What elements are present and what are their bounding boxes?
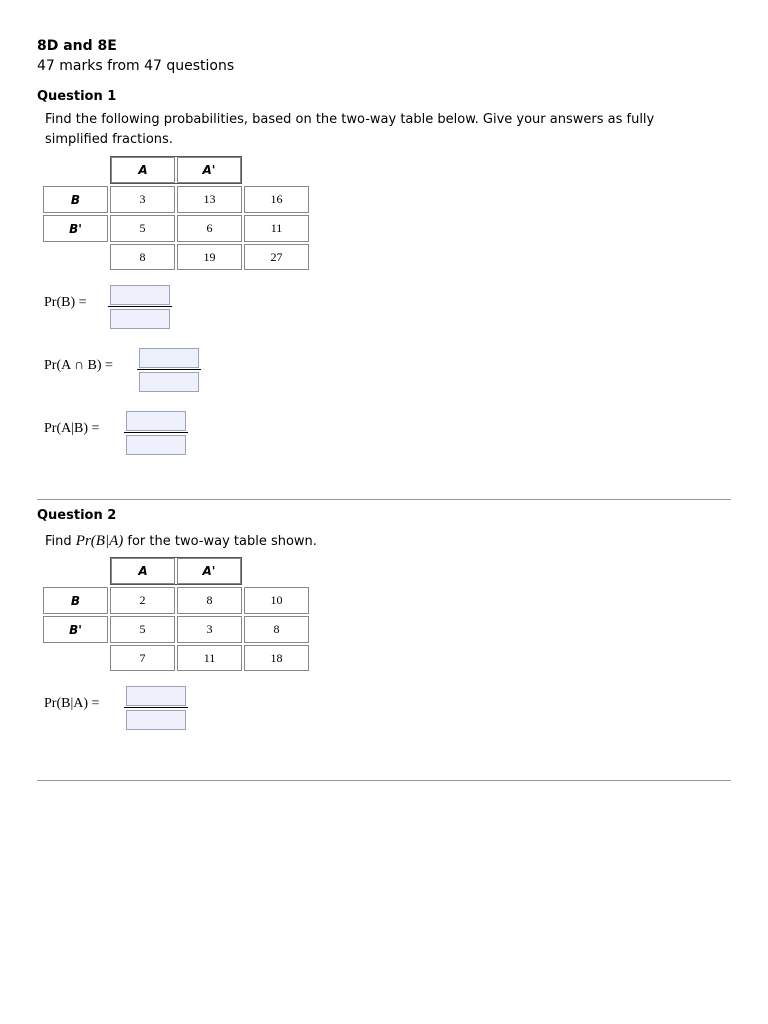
col-header-a-prime: A' [177,558,241,584]
table-cell: 5 [110,215,175,242]
section-divider [37,499,731,500]
denominator-input[interactable] [139,372,199,392]
table-total-cell: 8 [110,244,175,270]
row-header-b-prime: B' [43,616,108,643]
table-cell: 11 [244,215,309,242]
question-1-heading: Question 1 [37,89,117,104]
col-header-a: A [111,157,175,183]
denominator-input[interactable] [110,309,170,329]
answer-label: Pr(A|B) = [44,421,100,436]
col-header-a-prime: A' [177,157,241,183]
page-header [37,36,731,76]
table-cell: 8 [177,587,242,614]
question-2 [37,507,731,552]
col-header-a: A [111,558,175,584]
question-2-heading: Question 2 [37,508,117,523]
fraction-bar [108,306,172,307]
table-total-cell: 11 [177,645,242,671]
table-total-cell: 7 [110,645,175,671]
table-total-cell: 18 [244,645,309,671]
question-1-text: Find the following probabilities, based on the two-way table below. Give your answers as fully simplified fractions. [45,112,655,147]
numerator-input[interactable] [126,411,186,431]
answer-label: Pr(B) = [44,295,87,310]
section-divider [37,780,731,781]
numerator-input[interactable] [126,686,186,706]
numerator-input[interactable] [139,348,199,368]
question-2-text-expr: Pr(B|A) [75,533,124,549]
table-cell: 13 [177,186,242,213]
row-header-b-prime: B' [43,215,108,242]
table-cell: 2 [110,587,175,614]
table-cell: 8 [244,616,309,643]
table-cell: 5 [110,616,175,643]
answer-label: Pr(B|A) = [44,696,100,711]
page-title: 8D and 8E [37,38,117,54]
denominator-input[interactable] [126,435,186,455]
answer-label: Pr(A ∩ B) = [44,358,113,373]
fraction-bar [124,432,188,433]
question-1 [37,88,731,150]
fraction-bar [124,707,188,708]
question-2-text [37,531,731,552]
table-cell: 3 [177,616,242,643]
question-2-text-pre: Find [45,534,72,549]
numerator-input[interactable] [110,285,170,305]
table-cell: 3 [110,186,175,213]
row-header-b: B [43,186,108,213]
table-total-cell: 19 [177,244,242,270]
row-header-b: B [43,587,108,614]
table-total-cell: 27 [244,244,309,270]
page-subtitle: 47 marks from 47 questions [37,58,235,74]
table-cell: 6 [177,215,242,242]
fraction-bar [137,369,201,370]
table-cell: 10 [244,587,309,614]
denominator-input[interactable] [126,710,186,730]
table-cell: 16 [244,186,309,213]
question-2-text-post: for the two-way table shown. [127,534,317,549]
